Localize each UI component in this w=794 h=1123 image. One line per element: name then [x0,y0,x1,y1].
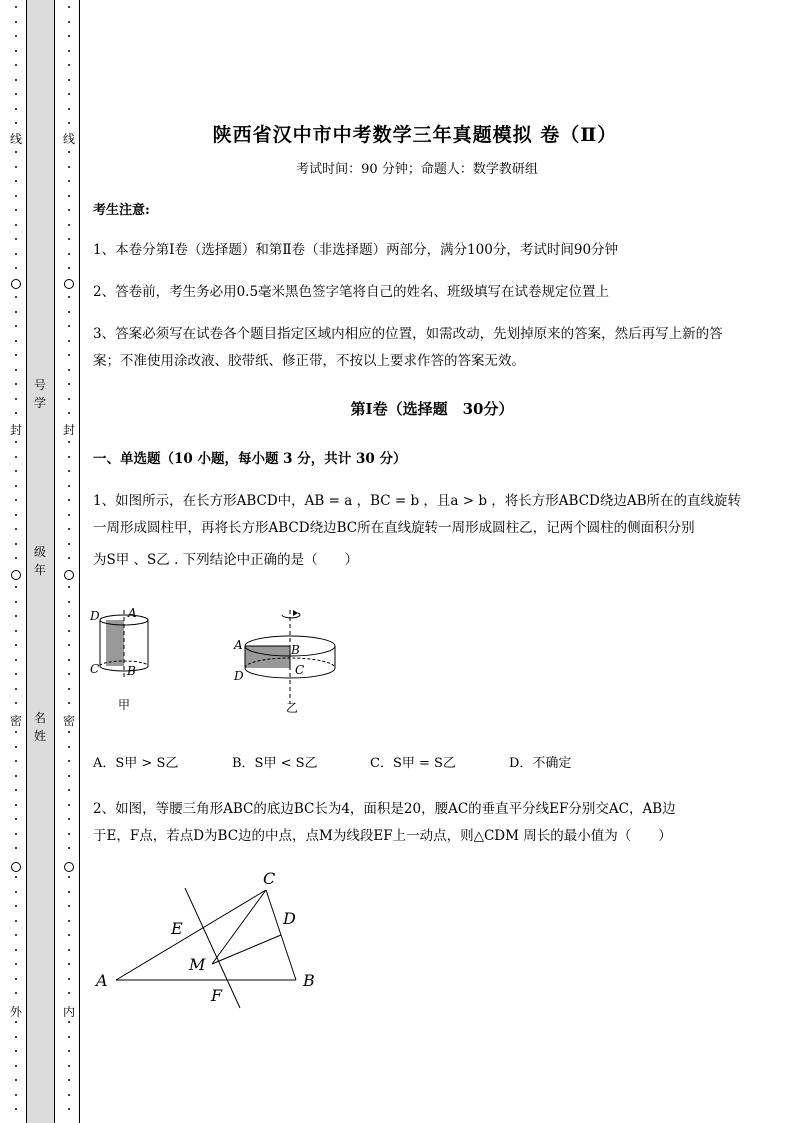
margin-dot [68,586,70,588]
margin-dot [15,64,17,66]
margin-dot [15,891,17,893]
margin-dot [68,514,70,516]
question-1-line: 一周形成圆柱甲，再将长方形ABCD绕边BC所在直线旋转一周形成圆柱乙，记两个圆柱的侧面积分别 [93,520,695,536]
margin-dot [15,340,17,342]
margin-inner-circle [64,862,74,872]
margin-dot [68,64,70,66]
margin-dot [15,35,17,37]
margin-dot [15,267,17,269]
margin-dot [15,195,17,197]
part-heading: 一、单选题（10 小题，每小题 3 分，共计 30 分） [93,451,407,467]
margin-dot [15,543,17,545]
margin-outer-circle [11,862,21,872]
field-label-char: 学 [33,396,46,410]
margin-inner-char: 线 [62,132,75,146]
margin-dot [68,949,70,951]
margin-dot [15,615,17,617]
margin-dot [15,238,17,240]
margin-outer-circle [11,570,21,580]
margin-dot [68,456,70,458]
margin-dot [15,209,17,211]
margin-dot [15,775,17,777]
margin-inner-circle [64,279,74,289]
margin-dot [15,949,17,951]
field-label-char: 级 [33,545,46,559]
margin-dot [15,760,17,762]
margin-dot [68,702,70,704]
margin-dot [15,1079,17,1081]
label-a: A [96,971,108,990]
margin-dot [15,673,17,675]
notice-item: 2、答卷前，考生务必用0.5毫米黑色签字笔将自己的姓名、班级填写在试卷规定位置上 [93,284,610,300]
question-1-line: 1、如图所示，在长方形ABCD中，AB = a ，BC = b ，且a > b ，将长方形ABCD绕边AB所在的直线旋转 [93,493,742,509]
margin-dot [68,992,70,994]
margin-dot [68,934,70,936]
margin-dot [68,760,70,762]
margin-dot [68,6,70,8]
label-c: C [263,869,276,888]
page-title: 陕西省汉中市中考数学三年真题模拟 卷（Ⅱ） [212,124,618,146]
margin-dot [15,499,17,501]
margin-dot [68,804,70,806]
option-c[interactable]: C．S甲 = S乙 [370,756,456,771]
margin-dot [15,93,17,95]
margin-dot [15,833,17,835]
margin-dot [68,325,70,327]
margin-dot [15,441,17,443]
margin-dot [15,383,17,385]
shaded-rectangle [106,620,124,666]
margin-dot [68,253,70,255]
label-b: B [127,664,136,678]
margin-dot [68,1108,70,1110]
margin-dot [15,818,17,820]
label-c: C [295,663,305,677]
notice-item: 3、答案必须写在试卷各个题目指定区域内相应的位置，如需改动，先划掉原来的答案，然后再写上新的答案；不准使用涂改液、胶带纸、修正带，不按以上要求作答的答案无效。 [93,326,723,369]
margin-dot [68,35,70,37]
margin-dot [15,963,17,965]
margin-dot [68,21,70,23]
margin-dot [15,992,17,994]
label-b: B [291,643,300,657]
margin-dot [68,1094,70,1096]
field-label-char: 名 [33,711,46,725]
margin-dot [68,209,70,211]
margin-dot [15,485,17,487]
option-a[interactable]: A．S甲 > S乙 [93,756,179,771]
margin-dot [15,21,17,23]
margin-dot [15,6,17,8]
margin-dot [15,79,17,81]
margin-dot [15,934,17,936]
margin-dot [15,470,17,472]
margin-dot [68,1021,70,1023]
label-e: E [171,919,183,938]
margin-outer-char: 封 [9,423,22,437]
triangle-figure [90,862,330,1012]
margin-dot [15,1021,17,1023]
margin-dot [68,441,70,443]
margin-outer-char: 外 [9,1005,22,1019]
margin-dot [15,905,17,907]
margin-dot [15,644,17,646]
margin-dot [68,151,70,153]
margin-dot [68,224,70,226]
margin-dot [15,688,17,690]
margin-dot [15,586,17,588]
margin-dot [15,659,17,661]
margin-dot [15,180,17,182]
margin-dot [15,920,17,922]
margin-dot [68,1065,70,1067]
margin-dot [68,963,70,965]
question-1-line: 为S甲 、S乙 . 下列结论中正确的是（ ） [93,552,359,568]
margin-dot [15,1065,17,1067]
margin-inner-char: 内 [62,1005,75,1019]
question-2-line: 2、如图，等腰三角形ABC的底边BC长为4，面积是20，腰AC的垂直平分线EF分别交AC，AB边 [93,801,676,817]
margin-dot [68,1050,70,1052]
margin-dot [15,1108,17,1110]
margin-dot [68,601,70,603]
label-b: B [303,971,315,990]
margin-dot [68,79,70,81]
margin-outer-char: 密 [9,714,22,728]
field-label-char: 姓 [33,729,46,743]
margin-dot [15,325,17,327]
label-f: F [211,986,223,1005]
margin-dot [15,50,17,52]
margin-dot [68,383,70,385]
margin-dot [68,746,70,748]
notice-item: 1、本卷分第Ⅰ卷（选择题）和第Ⅱ卷（非选择题）两部分，满分100分，考试时间90分钟 [93,242,619,258]
field-label-char: 年 [33,563,46,577]
margin-outer-char: 线 [9,132,22,146]
margin-outer-circle [11,279,21,289]
margin-dot [15,847,17,849]
margin-dot [15,789,17,791]
option-b[interactable]: B．S甲 < S乙 [232,756,318,771]
margin-dot [68,1036,70,1038]
caption-yi: 乙 [286,701,299,715]
margin-inner-char: 密 [62,714,75,728]
field-label-char: 号 [33,378,46,392]
caption-jia: 甲 [118,698,131,712]
margin-dot [68,673,70,675]
margin-dot [68,731,70,733]
option-d[interactable]: D．不确定 [509,756,572,771]
margin-inner-circle [64,570,74,580]
margin-dot [15,1050,17,1052]
margin-dot [68,833,70,835]
margin-dot [68,311,70,313]
margin-dot [68,369,70,371]
margin-dot [15,151,17,153]
margin-dot [68,659,70,661]
name-label [32,709,48,745]
margin-inner-char: 封 [62,423,75,437]
margin-dot [15,630,17,632]
margin-dot [15,876,17,878]
margin-dot [68,905,70,907]
margin-dot [15,528,17,530]
notice-heading: 考生注意: [93,203,150,218]
margin-dot [68,615,70,617]
shaded-rectangle [245,646,290,668]
label-a: A [128,606,137,620]
margin-dot [68,688,70,690]
margin-dot [68,1079,70,1081]
exam-info: 考试时间：90 分钟；命题人：数学教研组 [296,162,538,177]
margin-dot [15,601,17,603]
margin-dot [68,920,70,922]
label-d: D [90,609,100,623]
margin-dot [68,789,70,791]
margin-dot [15,804,17,806]
label-m: M [189,955,206,974]
margin-dot [15,1094,17,1096]
margin-dot [15,702,17,704]
margin-dot [68,775,70,777]
margin-dot [15,369,17,371]
margin-dot [15,296,17,298]
margin-dot [68,195,70,197]
margin-dot [68,543,70,545]
label-c: C [90,662,100,676]
label-d: D [234,669,244,683]
margin-dot [68,93,70,95]
margin-dot [68,978,70,980]
margin-dot [68,528,70,530]
margin-dot [15,354,17,356]
margin-dot [68,557,70,559]
margin-dot [68,499,70,501]
margin-dot [15,224,17,226]
margin-dot [68,50,70,52]
margin-dot [68,108,70,110]
margin-dot [68,340,70,342]
cylinder-yi-figure [228,606,348,716]
section-heading: 第Ⅰ卷（选择题 30分） [350,400,514,418]
grade-label [32,543,48,579]
margin-dot [68,238,70,240]
margin-dot [15,253,17,255]
margin-dot [15,108,17,110]
margin-dot [68,818,70,820]
margin-dot [68,354,70,356]
question-2-line: 于E，F点，若点D为BC边的中点，点M为线段EF上一动点，则△CDM 周长的最小值为（ ） [93,828,672,844]
margin-dot [15,557,17,559]
margin-dot [68,847,70,849]
margin-dot [15,456,17,458]
margin-dot [68,891,70,893]
margin-dot [15,978,17,980]
label-a: A [234,638,243,652]
margin-dot [68,876,70,878]
margin-dot [15,514,17,516]
margin-dot [68,485,70,487]
label-d: D [283,909,296,928]
margin-dot [68,296,70,298]
margin-dot [15,746,17,748]
margin-dot [15,311,17,313]
margin-dot [68,180,70,182]
margin-dot [68,470,70,472]
cylinder-jia-figure [88,600,168,715]
margin-dot [15,731,17,733]
margin-dot [68,630,70,632]
margin-dot [68,267,70,269]
margin-dot [15,1036,17,1038]
margin-dot [68,644,70,646]
